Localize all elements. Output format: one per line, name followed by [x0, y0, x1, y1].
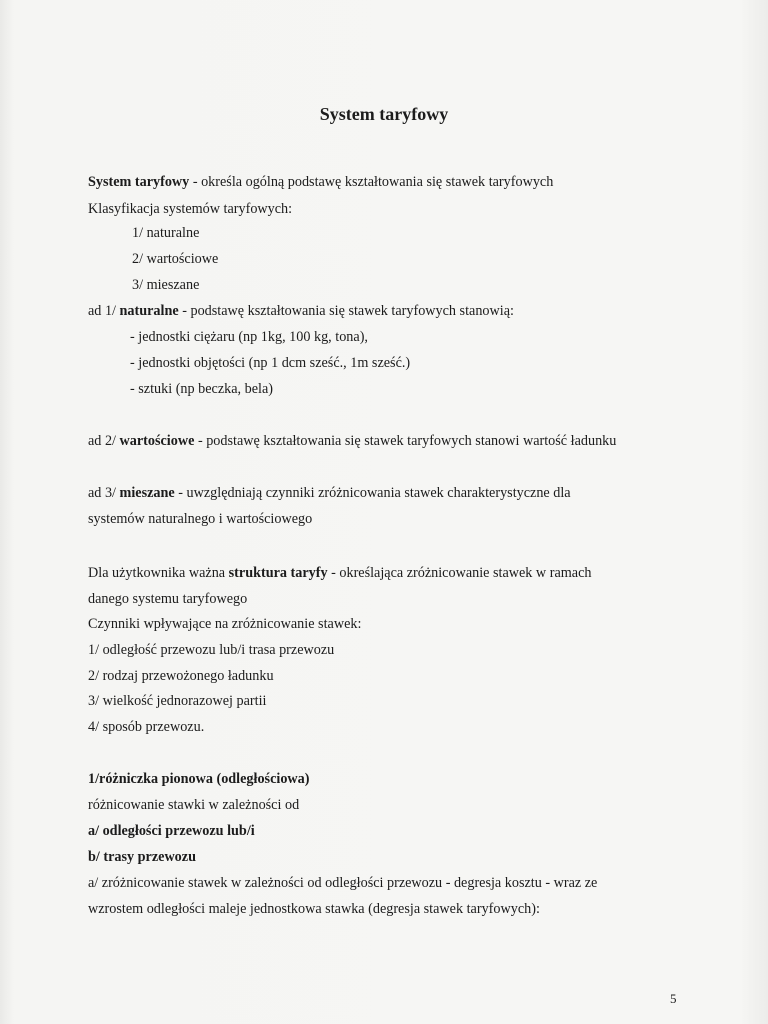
text-line — [132, 250, 218, 268]
text-line — [88, 848, 196, 866]
page-number: 5 — [670, 991, 677, 1006]
line-text: - podstawę kształtowania się stawek taryfowych stanowi wartość ładunku — [194, 433, 617, 449]
line-text: - jednostki ciężaru (np 1kg, 100 kg, tona), — [130, 329, 368, 345]
text-line — [88, 822, 255, 840]
bold-term: mieszane — [119, 485, 175, 501]
bold-term: System taryfowy — [88, 174, 190, 190]
text-line — [88, 484, 571, 502]
line-prefix: ad 2/ — [88, 433, 120, 449]
text-line — [88, 302, 514, 320]
text-line — [88, 641, 334, 659]
line-text: - uwzględniają czynniki zróżnicowania stawek charakterystyczne dla — [174, 485, 571, 501]
page-title: System taryfowy — [319, 104, 449, 124]
text-line — [88, 796, 299, 814]
line-text: Klasyfikacja systemów taryfowych: — [88, 201, 293, 217]
line-text: 3/ mieszane — [132, 277, 200, 293]
text-line — [88, 900, 540, 918]
line-text: - określa ogólną podstawę kształtowania się stawek taryfowych — [189, 174, 554, 190]
text-line — [88, 770, 309, 788]
text-line — [88, 874, 597, 892]
line-text: - sztuki (np beczka, bela) — [130, 381, 273, 397]
line-text: 2/ rodzaj przewożonego ładunku — [88, 668, 274, 684]
line-text: - jednostki objętości (np 1 dcm sześć., 1m sześć.) — [130, 355, 411, 371]
text-line — [88, 200, 292, 218]
bold-term: 1/różniczka pionowa (odległościowa) — [88, 771, 310, 787]
bold-term: b/ trasy przewozu — [88, 849, 196, 865]
line-text: różnicowanie stawki w zależności od — [88, 797, 300, 813]
line-prefix: ad 1/ — [88, 303, 120, 319]
text-line — [88, 173, 553, 191]
text-line — [88, 590, 247, 608]
line-prefix: Dla użytkownika ważna — [88, 565, 229, 581]
text-line — [88, 564, 591, 582]
line-text: 1/ odległość przewozu lub/i trasa przewozu — [88, 642, 335, 658]
line-text: - określająca zróżnicowanie stawek w ramach — [327, 565, 592, 581]
line-text: wzrostem odległości maleje jednostkowa stawka (degresja stawek taryfowych): — [88, 901, 540, 917]
text-line — [132, 276, 199, 294]
text-line — [130, 328, 368, 346]
line-text: - podstawę kształtowania się stawek taryfowych stanowią: — [178, 303, 514, 319]
bold-term: wartościowe — [119, 433, 195, 449]
bold-term: a/ odległości przewozu lub/i — [88, 823, 255, 839]
line-text: systemów naturalnego i wartościowego — [88, 511, 313, 527]
line-text: a/ zróżnicowanie stawek w zależności od odległości przewozu - degresja kosztu - wraz ze — [88, 875, 598, 891]
text-line — [88, 692, 266, 710]
text-line — [130, 354, 410, 372]
line-text: danego systemu taryfowego — [88, 591, 248, 607]
text-line — [88, 667, 274, 685]
line-text: 3/ wielkość jednorazowej partii — [88, 693, 267, 709]
line-text: 1/ naturalne — [132, 225, 200, 241]
text-line — [132, 224, 199, 242]
line-text: 2/ wartościowe — [132, 251, 219, 267]
bold-term: struktura taryfy — [228, 565, 328, 581]
text-line — [88, 615, 361, 633]
text-line — [88, 432, 616, 450]
text-line — [88, 510, 312, 528]
text-line — [130, 380, 273, 398]
line-text: Czynniki wpływające na zróżnicowanie stawek: — [88, 616, 362, 632]
line-prefix: ad 3/ — [88, 485, 120, 501]
line-text: 4/ sposób przewozu. — [88, 719, 205, 735]
bold-term: naturalne — [119, 303, 179, 319]
text-line — [88, 718, 204, 736]
